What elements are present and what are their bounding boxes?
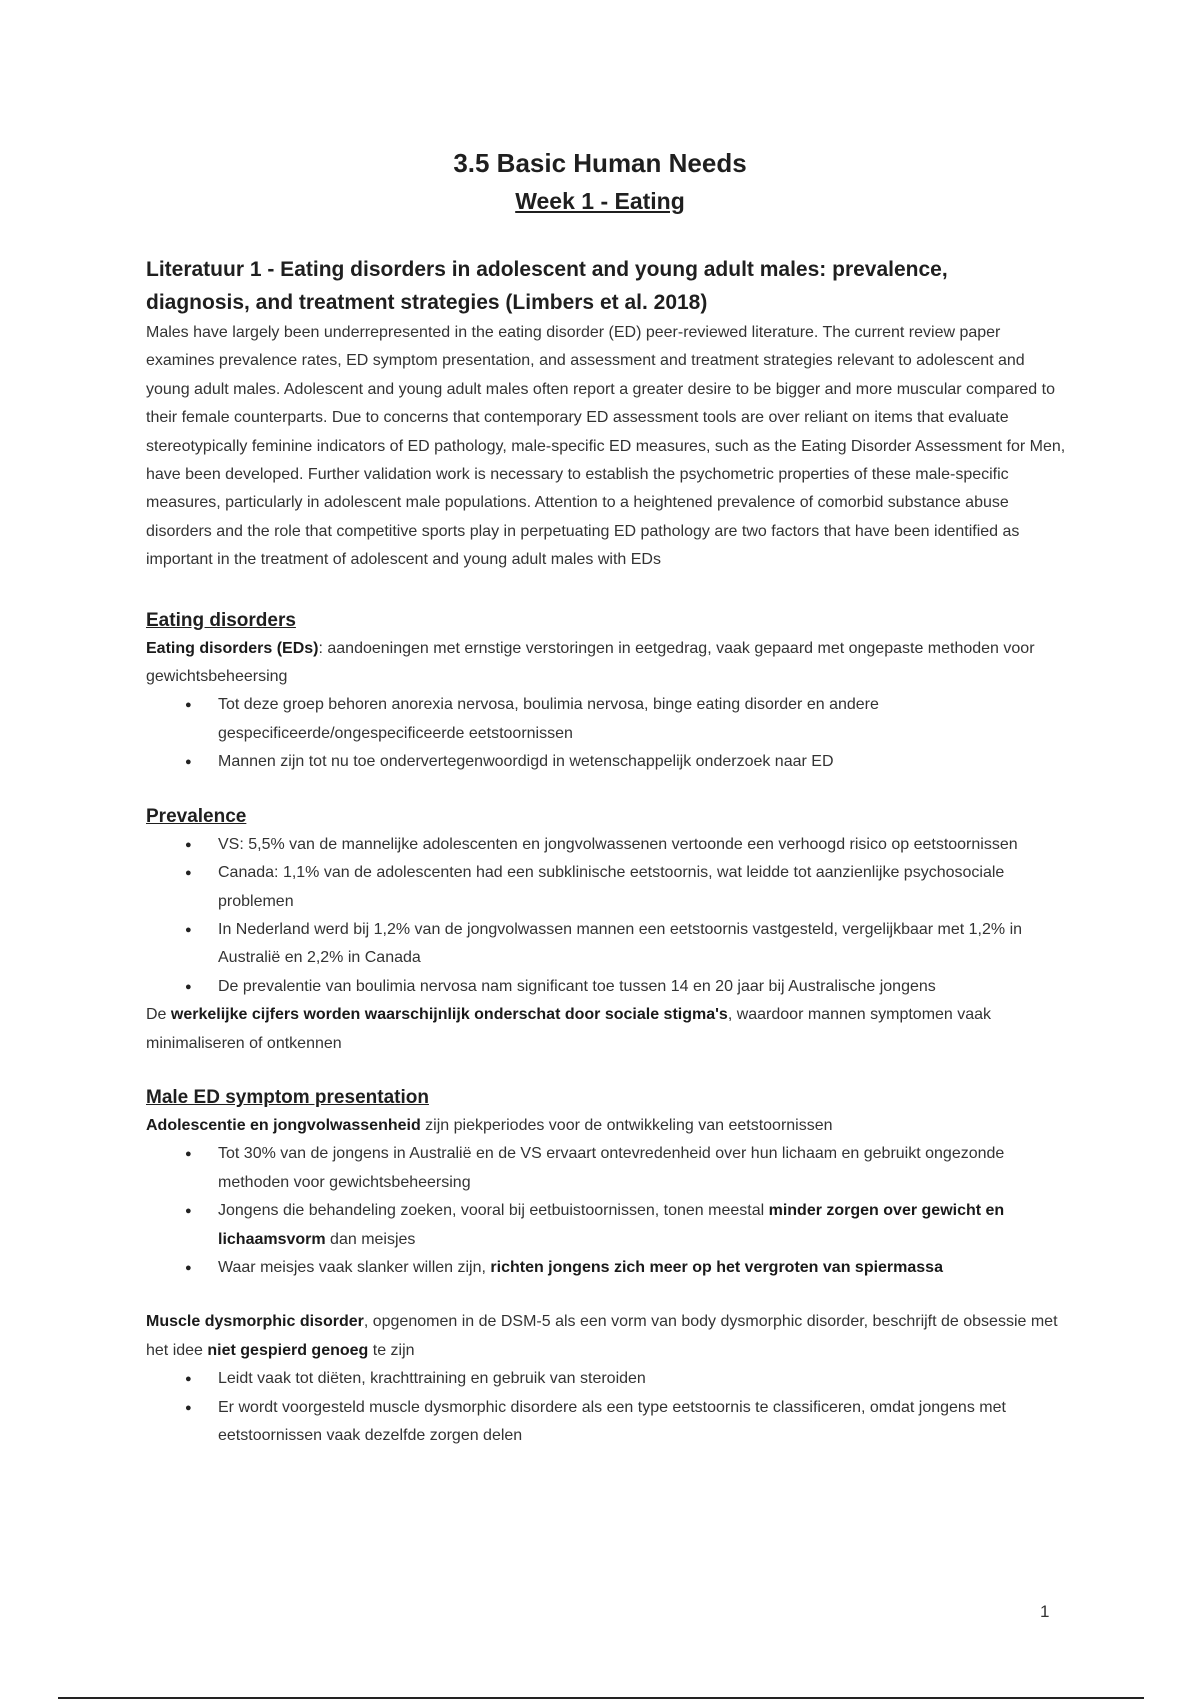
note-prefix: De [146,1006,171,1024]
list-item: ● Mannen zijn tot nu toe ondervertegenwoordigd in wetenschappelijk onderzoek naar ED [146,748,1066,776]
literature-abstract: Males have largely been underrepresented in the eating disorder (ED) peer-reviewed literature. The current review paper examines prevalence rates, ED symptom presentation, and assessment and treatment strategies relevant to adolescent and young adult males. Adolescent and young adult males often report a greater desire to be bigger and more muscular compared to their female counterparts. Due to concerns that contemporary ED assessment tools are over reliant on items that evaluate stereotypically feminine indicators of ED pathology, male-specific ED measures, such as the Eating Disorder Assessment for Men, have been developed. Further validation work is necessary to establish the psychometric properties of these male-specific measures, particularly in adolescent male populations. Attention to a heightened prevalence of comorbid substance abuse disorders and the role that competitive sports play in perpetuating ED pathology are two factors that have been identified as important in the treatment of adolescent and young adult males with EDs [146,324,1066,569]
literature-heading-line1: Literatuur 1 - Eating disorders in adolescent and young adult males: prevalence, [146,258,948,281]
list-item: ● Er wordt voorgesteld muscle dysmorphic disordere als een type eetstoornis te classificeren, omdat jongens met eetstoornissen vaak dezelfde zorgen delen [146,1394,1066,1451]
document-title: 3.5 Basic Human Needs [453,148,747,178]
prevalence-list [146,831,1066,1001]
page-number: 1 [1040,1602,1050,1621]
intro-text: zijn piekperiodes voor de ontwikkeling van eetstoornissen [420,1116,833,1134]
list-item: ● Leidt vaak tot diëten, krachttraining en gebruik van steroiden [146,1365,1066,1393]
note-bold: werkelijke cijfers worden waarschijnlijk onderschat door sociale stigma's [170,1006,728,1024]
muscle-list [146,1365,1066,1450]
document-body [146,253,1066,1450]
footer-divider [58,1697,1144,1699]
eating-disorders-list [146,691,1066,776]
prevalence-note [146,1001,1066,1058]
muscle-term: Muscle dysmorphic disorder [146,1313,364,1331]
list-item: ● VS: 5,5% van de mannelijke adolescenten en jongvolwassenen vertoonde een verhoogd risico op eetstoornissen [146,831,1066,859]
list-item: ● In Nederland werd bij 1,2% van de jongvolwassen mannen een eetstoornis vastgesteld, vergelijkbaar met 1,2% in Australië en 2,2% in Canada [146,916,1066,973]
list-item [146,1254,1066,1282]
muscle-text1: , opgenomen in de DSM-5 als een vorm van body dysmorphic disorder, beschrijft de obsessie met het idee [146,1313,1058,1359]
bullet-suffix: dan meisjes [325,1230,416,1248]
list-item [146,1197,1066,1254]
bullet-bold: minder zorgen over gewicht en lichaamsvorm [218,1202,1005,1248]
literature-heading-line2: diagnosis, and treatment strategies (Limbers et al. 2018) [146,291,708,314]
bullet-text: Jongens die behandeling zoeken, vooral bij eetbuistoornissen, tonen meestal [218,1202,769,1220]
symptoms-list [146,1140,1066,1282]
eating-disorders-definition [146,635,1066,692]
muscle-bold: niet gespierd genoeg [207,1341,369,1359]
definition-text: : aandoeningen met ernstige verstoringen in eetgedrag, vaak gepaard met ongepaste methoden voor gewichtsbeheersing [146,639,1035,686]
list-item: ● Canada: 1,1% van de adolescenten had een subklinische eetstoornis, wat leidde tot aanzienlijke psychosociale problemen [146,859,1066,916]
literature-heading [146,253,1066,319]
intro-bold: Adolescentie en jongvolwassenheid [146,1116,421,1134]
note-suffix: , waardoor mannen symptomen vaak minimaliseren of ontkennen [146,1006,992,1052]
section-heading-prevalence: Prevalence [146,805,247,827]
list-item: ● Tot deze groep behoren anorexia nervosa, boulimia nervosa, binge eating disorder en andere gespecificeerde/ongespecificeerde eetstoornissen [146,691,1066,748]
bullet-text: Waar meisjes vaak slanker willen zijn, [218,1258,491,1276]
muscle-text2: te zijn [368,1341,415,1359]
muscle-dysmorphia-paragraph [146,1308,1066,1365]
section-heading-symptoms: Male ED symptom presentation [146,1086,429,1108]
document-subtitle: Week 1 - Eating [515,188,685,214]
symptoms-intro [146,1112,1066,1140]
definition-term: Eating disorders (EDs) [146,639,319,657]
section-heading-eating-disorders: Eating disorders [146,609,296,631]
list-item: ● Tot 30% van de jongens in Australië en de VS ervaart ontevredenheid over hun lichaam en gebruikt ongezonde methoden voor gewichtsbeheersing [146,1140,1066,1197]
bullet-bold: richten jongens zich meer op het vergroten van spiermassa [490,1258,943,1276]
list-item: ● De prevalentie van boulimia nervosa nam significant toe tussen 14 en 20 jaar bij Australische jongens [146,973,1066,1001]
